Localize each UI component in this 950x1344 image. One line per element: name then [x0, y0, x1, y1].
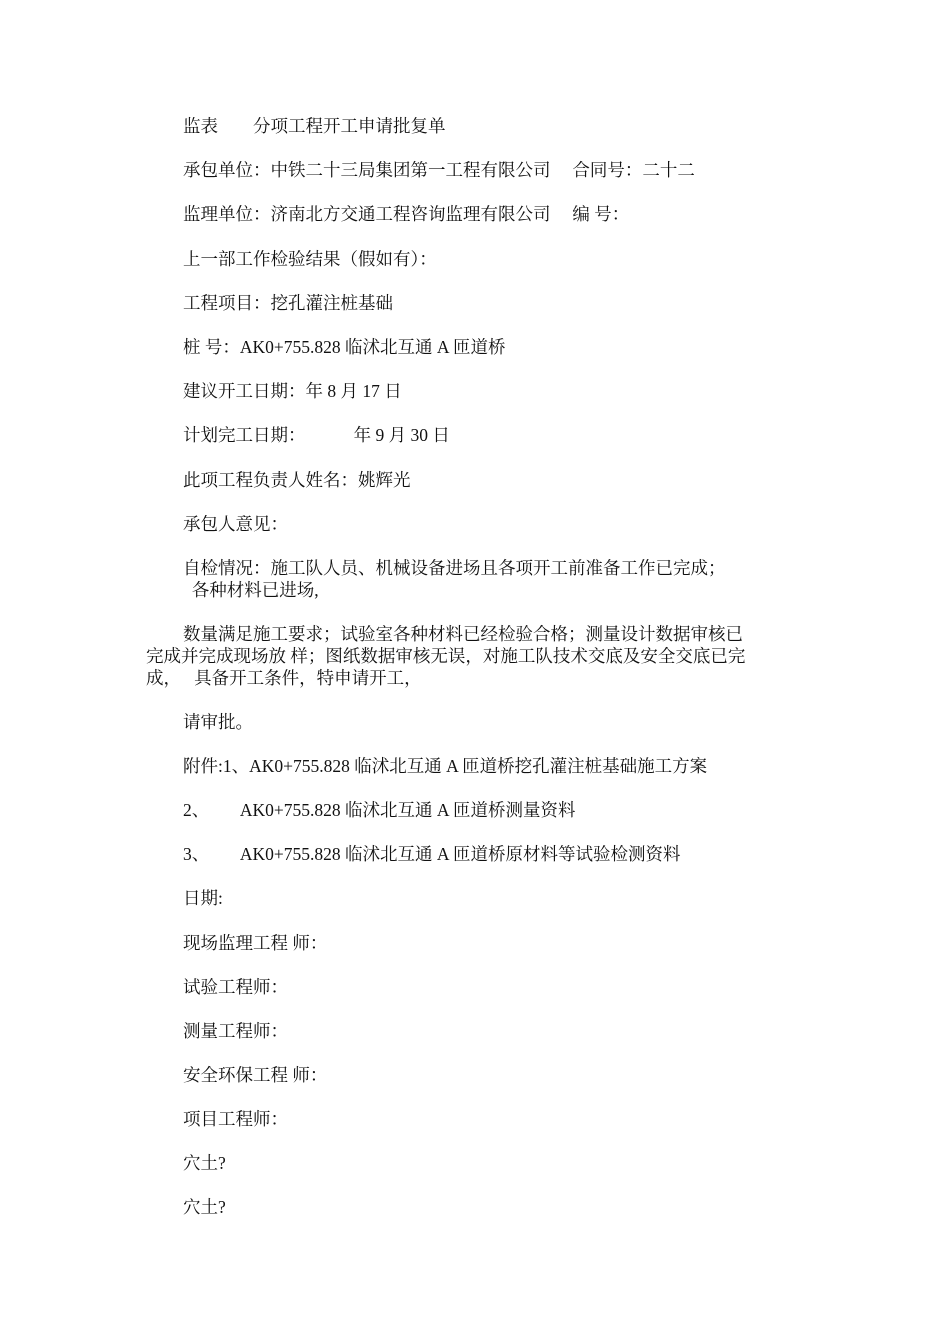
attachment-1: 附件:1、AK0+755.828 临沭北互通 A 匝道桥挖孔灌注桩基础施工方案: [183, 756, 708, 776]
paragraph-line-2: 完成并完成现场放 样；图纸数据审核无误，对施工队技术交底及安全交底已完: [146, 646, 746, 666]
site-supervision-engineer: 现场监理工程 师：: [183, 933, 328, 953]
person-in-charge: 此项工程负责人姓名：姚辉光: [183, 470, 411, 490]
self-check-line-2: 各种材料已进场,: [183, 580, 319, 600]
conditions-paragraph: [146, 623, 806, 689]
survey-engineer: 测量工程师：: [183, 1021, 288, 1041]
please-approve: 请审批。: [183, 712, 253, 732]
contractor-opinion-label: 承包人意见：: [183, 514, 288, 534]
footer-text-2: 穴土?: [183, 1197, 226, 1217]
test-engineer: 试验工程师：: [183, 977, 288, 997]
date-label: 日期:: [183, 888, 223, 908]
self-check-line-1: 自检情况：施工队人员、机械设备进场且各项开工前准备工作已完成；: [183, 558, 726, 578]
project-item: 工程项目：挖孔灌注桩基础: [183, 293, 393, 313]
project-engineer: 项目工程师：: [183, 1109, 288, 1129]
proposed-start-date: 建议开工日期：年 8 月 17 日: [183, 381, 402, 401]
attachment-2: 2、 AK0+755.828 临沭北互通 A 匝道桥测量资料: [183, 800, 576, 820]
planned-finish-date: 计划完工日期： 年 9 月 30 日: [183, 425, 450, 445]
paragraph-line-1: 数量满足施工要求；试验室各种材料已经检验合格；测量设计数据审核已: [183, 624, 743, 644]
safety-engineer: 安全环保工程 师：: [183, 1065, 328, 1085]
attachment-3: 3、 AK0+755.828 临沭北互通 A 匝道桥原材料等试验检测资料: [183, 844, 681, 864]
pile-number: 桩 号：AK0+755.828 临沭北互通 A 匝道桥: [183, 337, 506, 357]
footer-text-1: 穴土?: [183, 1153, 226, 1173]
document-title-line: 监表 分项工程开工申请批复单: [183, 116, 446, 136]
paragraph-line-3: 成， 具备开工条件，特申请开工，: [146, 668, 422, 688]
contractor-unit: 承包单位：中铁二十三局集团第一工程有限公司 合同号：二十二: [183, 160, 695, 180]
supervisor-unit: 监理单位：济南北方交通工程咨询监理有限公司 编 号：: [183, 204, 630, 224]
previous-result-label: 上一部工作检验结果（假如有）：: [183, 249, 437, 269]
